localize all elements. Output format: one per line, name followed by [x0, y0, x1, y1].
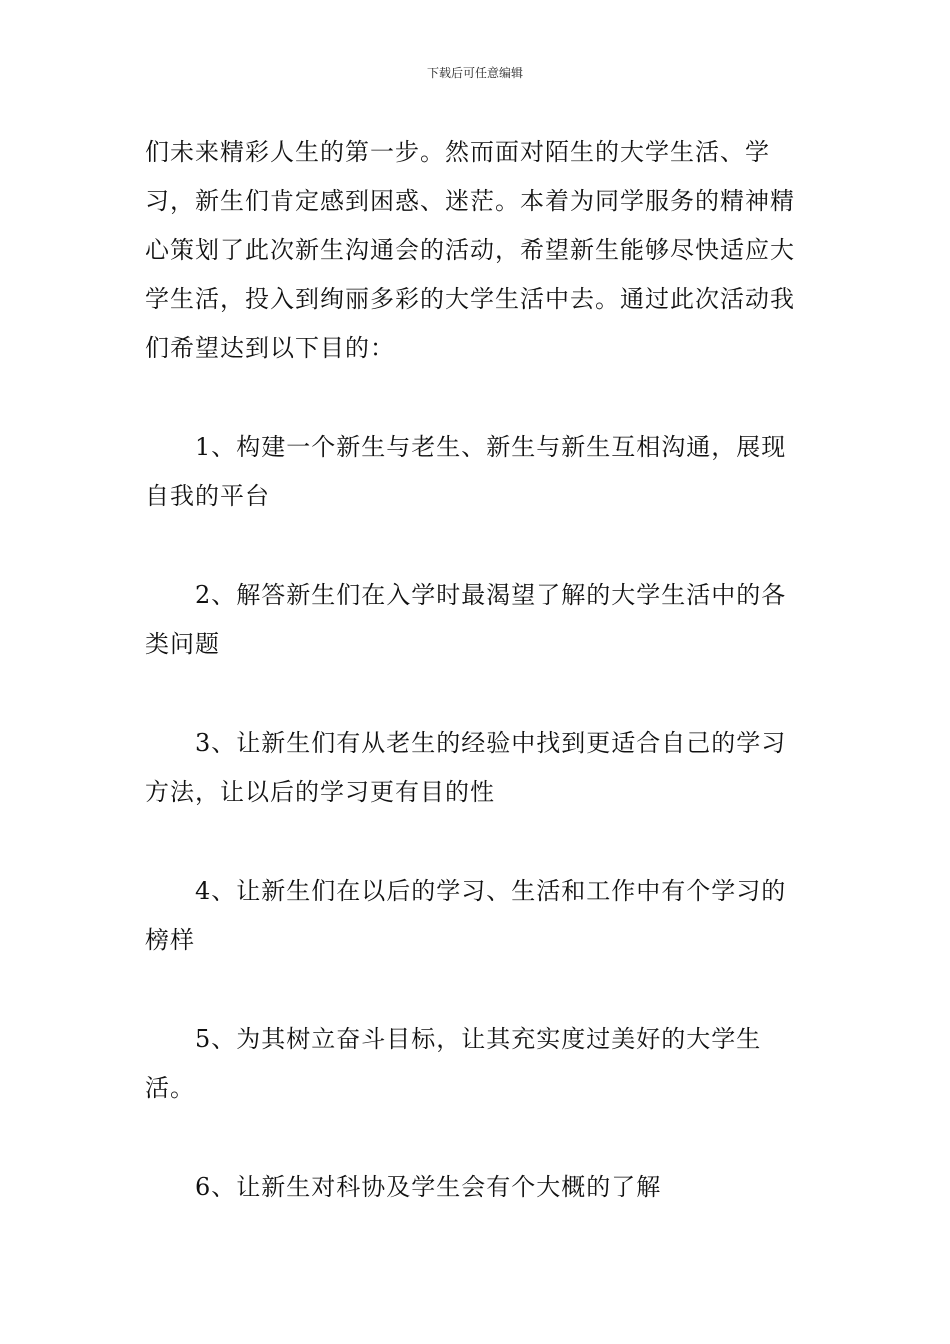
list-item-2: 2、解答新生们在入学时最渴望了解的大学生活中的各类问题: [145, 581, 787, 658]
list-item-6: 6、让新生对科协及学生会有个大概的了解: [195, 1173, 662, 1201]
list-item-1: 1、构建一个新生与老生、新生与新生互相沟通，展现自我的平台: [145, 433, 787, 510]
intro-paragraph: 们未来精彩人生的第一步。然而面对陌生的大学生活、学习，新生们肯定感到困惑、迷茫。本着为同学服务的精神精心策划了此次新生沟通会的活动，希望新生能够尽快适应大学生活，投入到绚丽多彩的大学生活中去。通过此次活动我们希望达到以下目的：: [145, 138, 795, 362]
list-item-3: 3、让新生们有从老生的经验中找到更适合自己的学习方法，让以后的学习更有目的性: [145, 729, 787, 806]
document-body: [145, 128, 809, 1262]
list-item-4: 4、让新生们在以后的学习、生活和工作中有个学习的榜样: [145, 877, 787, 954]
page-header: 下载后可任意编辑: [426, 66, 523, 80]
list-item-5: 5、为其树立奋斗目标，让其充实度过美好的大学生活。: [145, 1025, 762, 1102]
